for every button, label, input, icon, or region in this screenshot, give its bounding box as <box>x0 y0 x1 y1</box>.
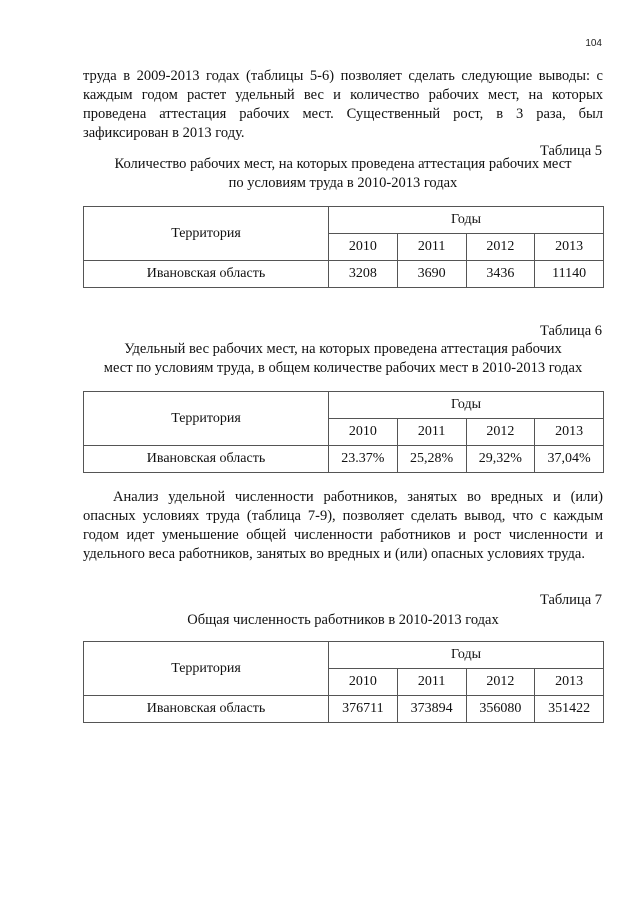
table-6-title-line-2: мест по условиям труда, в общем количестве рабочих мест в 2010-2013 годах <box>103 360 583 376</box>
table-7-caption: Таблица 7 <box>539 592 602 608</box>
table-7 <box>83 641 604 723</box>
table-7-title-line-1: Общая численность работников в 2010-2013 годах <box>187 612 499 628</box>
table-6-year-cell: 2011 <box>397 419 466 446</box>
table-6-value-cell: 29,32% <box>466 446 535 473</box>
page-number: 104 <box>585 38 602 49</box>
paragraph-analysis: Анализ удельной численности работников, занятых во вредных и (или) опасных условиях труда (таблица 7-9), позволяет сделать вывод, что с каждым годом идет уменьшение общей численности работников и рост численности и удельного веса работников, занятых во вредных и (или) опасных условиях труда. <box>83 489 603 562</box>
table-7-header-years: Годы <box>329 642 604 669</box>
table-5-title-line-1: Количество рабочих мест, на которых проведена аттестация рабочих мест <box>114 156 572 172</box>
table-row <box>84 446 604 473</box>
table-5-value-cell: 3690 <box>397 261 466 288</box>
table-7-year-cell: 2010 <box>329 669 398 696</box>
table-5-year-cell: 2010 <box>329 234 398 261</box>
table-6-year-cell: 2010 <box>329 419 398 446</box>
table-7-year-cell: 2013 <box>535 669 604 696</box>
table-5-header-years: Годы <box>329 207 604 234</box>
table-5-header-territory: Территория <box>84 207 329 261</box>
table-5-year-cell: 2011 <box>397 234 466 261</box>
table-6-caption: Таблица 6 <box>539 323 602 339</box>
table-6-header-territory: Территория <box>84 392 329 446</box>
table-7-row-label: Ивановская область <box>84 696 329 723</box>
table-row <box>84 696 604 723</box>
table-6-value-cell: 37,04% <box>535 446 604 473</box>
table-5-year-cell: 2013 <box>535 234 604 261</box>
table-6-year-cell: 2013 <box>535 419 604 446</box>
table-5-caption: Таблица 5 <box>539 143 602 159</box>
table-6-value-cell: 23.37% <box>329 446 398 473</box>
table-7-header-territory: Территория <box>84 642 329 696</box>
table-6-year-cell: 2012 <box>466 419 535 446</box>
table-7-title <box>83 611 603 630</box>
table-row <box>84 261 604 288</box>
table-5-value-cell: 11140 <box>535 261 604 288</box>
table-5-row-label: Ивановская область <box>84 261 329 288</box>
table-7-year-cell: 2012 <box>466 669 535 696</box>
table-7-value-cell: 351422 <box>535 696 604 723</box>
table-6-title-line-1: Удельный вес рабочих мест, на которых проведена аттестация рабочих <box>124 341 562 357</box>
table-5-year-cell: 2012 <box>466 234 535 261</box>
table-7-value-cell: 373894 <box>397 696 466 723</box>
table-5-value-cell: 3436 <box>466 261 535 288</box>
table-5-title <box>83 155 603 193</box>
table-6-row-label: Ивановская область <box>84 446 329 473</box>
table-7-year-cell: 2011 <box>397 669 466 696</box>
table-5-title-line-2: по условиям труда в 2010-2013 годах <box>228 175 458 191</box>
table-6-title <box>83 340 603 378</box>
table-6-header-years: Годы <box>329 392 604 419</box>
table-7-value-cell: 356080 <box>466 696 535 723</box>
table-7-value-cell: 376711 <box>329 696 398 723</box>
paragraph-intro: труда в 2009-2013 годах (таблицы 5-6) позволяет сделать следующие выводы: с каждым годом растет удельный вес и количество рабочих мест, на которых проведена аттестация рабочих мест. Существенный рост, в 3 раза, был зафиксирован в 2013 году. <box>83 68 603 141</box>
table-5 <box>83 206 604 288</box>
table-6 <box>83 391 604 473</box>
table-5-value-cell: 3208 <box>329 261 398 288</box>
table-6-value-cell: 25,28% <box>397 446 466 473</box>
